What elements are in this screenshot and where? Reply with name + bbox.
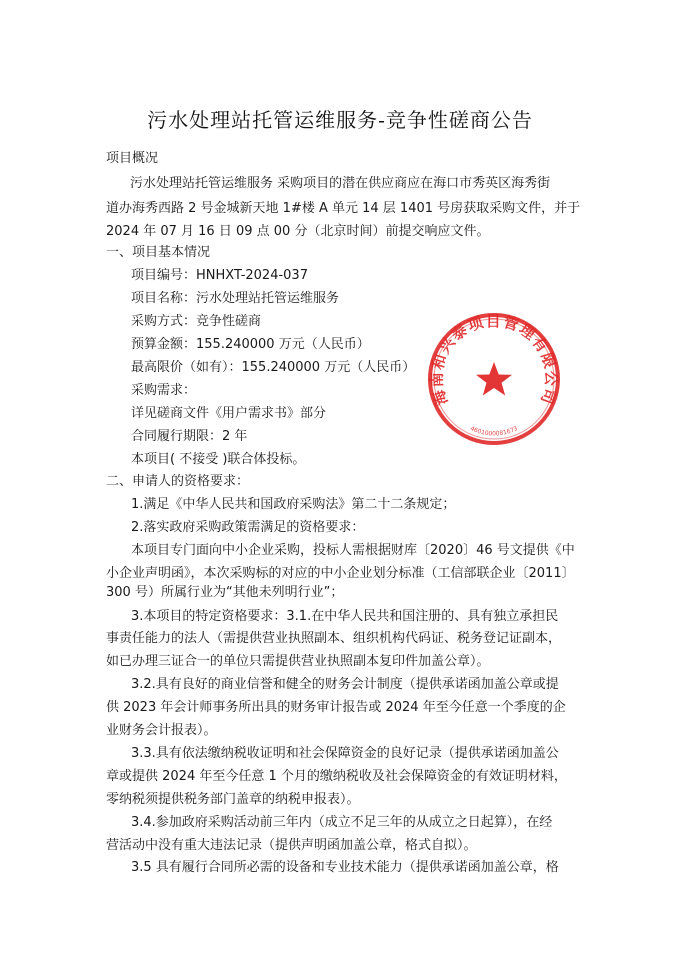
qualification-item: 3.5 具有履行合同所必需的设备和专业技术能力（提供承诺函加盖公章，格 xyxy=(131,860,559,875)
qualification-item: 1.满足《中华人民共和国政府采购法》第二十二条规定； xyxy=(131,497,456,512)
procurement-needs: 详见磋商文件《用户需求书》部分 xyxy=(131,406,327,421)
paragraph-line: 事责任能力的法人（需提供营业执照副本、组织机构代码证、税务登记证副本， xyxy=(106,631,562,646)
section-heading-qualifications: 二、申请人的资格要求： xyxy=(106,474,250,489)
qualification-item: 3.本项目的特定资格要求：3.1.在中华人民共和国注册的、具有独立承担民 xyxy=(131,609,559,624)
paragraph-line: 零纳税须提供税务部门盖章的纳税申报表）。 xyxy=(106,792,360,807)
document-title: 污水处理站托管运维服务-竞争性磋商公告 xyxy=(147,108,533,132)
company-seal xyxy=(427,312,561,446)
paragraph-line: 如已办理三证合一的单位只需提供营业执照副本复印件加盖公章）。 xyxy=(106,654,490,669)
paragraph-line: 污水处理站托管运维服务 采购项目的潜在供应商应在海口市秀英区海秀街 xyxy=(130,176,551,191)
section-heading-basic-info: 一、项目基本情况 xyxy=(106,245,211,260)
paragraph-line: 小企业声明函》，本次采购标的对应的中小企业划分标准（工信部联企业〔2011〕 xyxy=(106,566,575,581)
paragraph-line: 章或提供 2024 年至今任意 1 个月的缴纳税收及社会保障资金的有效证明材料， xyxy=(106,769,567,784)
project-number: 项目编号：HNHXT-2024-037 xyxy=(131,268,308,283)
qualification-item: 3.4.参加政府采购活动前三年内（成立不足三年的从成立之日起算），在经 xyxy=(131,815,553,830)
project-name: 项目名称：污水处理站托管运维服务 xyxy=(131,291,340,306)
paragraph-line: 300 号）所属行业为“其他未列明行业”； xyxy=(106,585,344,600)
paragraph-line: 供 2023 年会计师事务所出具的财务审计报告或 2024 年至今任意一个季度的企 xyxy=(106,700,566,715)
budget-amount: 预算金额：155.240000 万元（人民币） xyxy=(131,337,370,352)
consortium-note: 本项目( 不接受 )联合体投标。 xyxy=(131,452,306,467)
paragraph-line: 营活动中没有重大违法记录（提供声明函加盖公章，格式自拟）。 xyxy=(106,838,477,853)
paragraph-line: 业财务会计报表）。 xyxy=(106,723,217,738)
procurement-needs-label: 采购需求： xyxy=(131,383,197,398)
svg-text:4601000081673: 4601000081673 xyxy=(469,425,519,438)
svg-text:海南和兴泰项目管理有限公司: 海南和兴泰项目管理有限公司 xyxy=(427,312,561,408)
paragraph-line: 道办海秀西路 2 号金城新天地 1#楼 A 单元 14 层 1401 号房获取采购文件，并于 xyxy=(106,201,581,216)
paragraph-line: 本项目专门面向中小企业采购，投标人需根据财库〔2020〕46 号文提供《中 xyxy=(131,543,575,558)
price-ceiling: 最高限价（如有）：155.240000 万元（人民币） xyxy=(131,360,416,375)
qualification-item: 3.3.具有依法缴纳税收证明和社会保障资金的良好记录（提供承诺函加盖公 xyxy=(131,746,559,761)
qualification-item: 2.落实政府采购政策需满足的资格要求： xyxy=(131,520,365,535)
procurement-method: 采购方式：竞争性磋商 xyxy=(131,314,262,329)
paragraph-line: 2024 年 07 月 16 日 09 点 00 分（北京时间）前提交响应文件。 xyxy=(106,224,490,239)
qualification-item: 3.2.具有良好的商业信誉和健全的财务会计制度（提供承诺函加盖公章或提 xyxy=(131,677,559,692)
section-heading-overview: 项目概况 xyxy=(106,151,159,166)
contract-period: 合同履行期限：2 年 xyxy=(131,429,248,444)
